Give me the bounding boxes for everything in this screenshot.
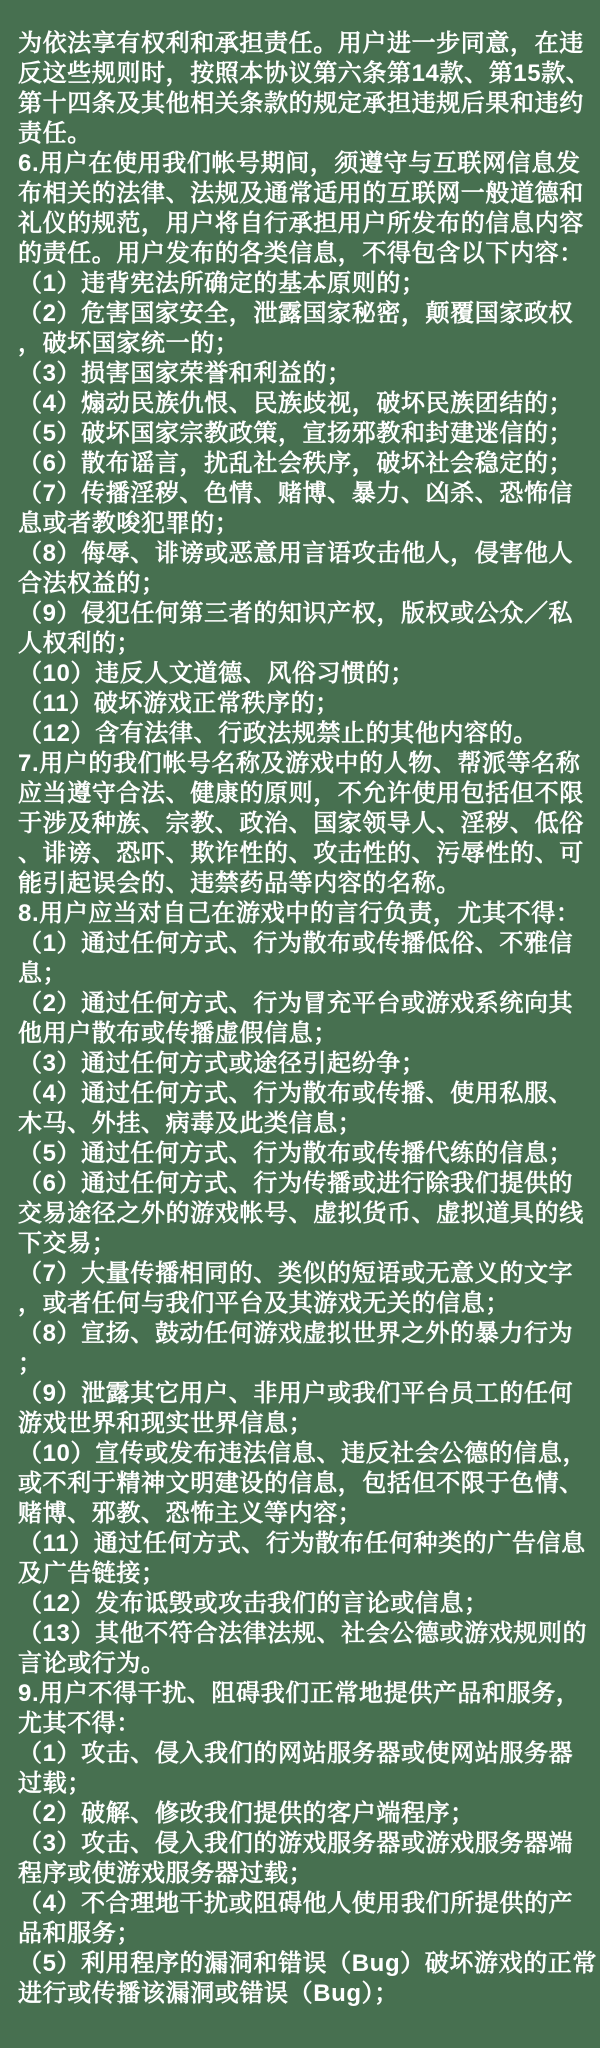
text-line: （10）宣传或发布违法信息、违反社会公德的信息， xyxy=(18,1440,588,1467)
text-line: 布相关的法律、法规及通常适用的互联网一般道德和 xyxy=(18,180,584,207)
text-line: （7）传播淫秽、色情、赌博、暴力、凶杀、恐怖信 xyxy=(18,480,574,507)
text-line: 赌博、邪教、恐怖主义等内容； xyxy=(18,1500,363,1527)
text-line: （9）泄露其它用户、非用户或我们平台员工的任何 xyxy=(18,1380,574,1407)
text-line: 品和服务； xyxy=(18,1920,141,1947)
text-line: 8.用户应当对自己在游戏中的言行负责，尤其不得： xyxy=(18,900,581,927)
text-line: （7）大量传播相同的、类似的短语或无意义的文字 xyxy=(18,1260,574,1287)
text-line: 能引起误会的、违禁药品等内容的名称。 xyxy=(18,870,461,897)
text-line: （11）破坏游戏正常秩序的； xyxy=(18,690,340,717)
text-line: 言论或行为。 xyxy=(18,1650,166,1677)
text-line: 息； xyxy=(18,960,68,987)
text-line: （3）通过任何方式或途径引起纷争； xyxy=(18,1050,426,1077)
text-line: ，或者任何与我们平台及其游戏无关的信息； xyxy=(18,1290,510,1317)
text-line: （6）通过任何方式、行为传播或进行除我们提供的 xyxy=(18,1170,574,1197)
text-line: 尤其不得： xyxy=(18,1710,141,1737)
text-line: 应当遵守合法、健康的原则，不允许使用包括但不限 xyxy=(18,780,584,807)
text-line: （4）不合理地干扰或阻碍他人使用我们所提供的产 xyxy=(18,1890,574,1917)
text-line: （12）含有法律、行政法规禁止的其他内容的。 xyxy=(18,720,538,747)
text-line: （8）侮辱、诽谤或恶意用言语攻击他人，侵害他人 xyxy=(18,540,574,567)
text-line: （4）煽动民族仇恨、民族歧视，破坏民族团结的； xyxy=(18,390,574,417)
text-line: 第十四条及其他相关条款的规定承担违规后果和违约 xyxy=(18,90,584,117)
text-line: （2）破解、修改我们提供的客户端程序； xyxy=(18,1800,475,1827)
text-line: （8）宣扬、鼓动任何游戏虚拟世界之外的暴力行为 xyxy=(18,1320,574,1347)
text-line: 程序或使游戏服务器过载； xyxy=(18,1860,314,1887)
text-line: （5）通过任何方式、行为散布或传播代练的信息； xyxy=(18,1140,574,1167)
text-line: （6）散布谣言，扰乱社会秩序，破坏社会稳定的； xyxy=(18,450,574,477)
text-line: （2）危害国家安全，泄露国家秘密，颠覆国家政权 xyxy=(18,300,574,327)
text-line: 反这些规则时，按照本协议第六条第14款、第15款、 xyxy=(18,60,591,87)
text-line: 合法权益的； xyxy=(18,570,166,597)
text-line: （2）通过任何方式、行为冒充平台或游戏系统向其 xyxy=(18,990,574,1017)
text-line: 他用户散布或传播虚假信息； xyxy=(18,1020,338,1047)
text-line: （4）通过任何方式、行为散布或传播、使用私服、 xyxy=(18,1080,574,1107)
text-line: 7.用户的我们帐号名称及游戏中的人物、帮派等名称 xyxy=(18,750,581,777)
text-line: 为依法享有权利和承担责任。用户进一步同意，在违 xyxy=(18,30,584,57)
text-line: （10）违反人文道德、风俗习惯的； xyxy=(18,660,415,687)
text-line: 过载； xyxy=(18,1770,92,1797)
text-line: 或不利于精神文明建设的信息，包括但不限于色情、 xyxy=(18,1470,584,1497)
text-line: 9.用户不得干扰、阻碍我们正常地提供产品和服务， xyxy=(18,1680,581,1707)
text-line: 交易途径之外的游戏帐号、虚拟货币、虚拟道具的线 xyxy=(18,1200,584,1227)
text-line: （12）发布诋毁或攻击我们的言论或信息； xyxy=(18,1590,489,1617)
text-line: （3）攻击、侵入我们的游戏服务器或游戏服务器端 xyxy=(18,1830,574,1857)
text-line: 下交易； xyxy=(18,1230,117,1257)
text-line: （1）攻击、侵入我们的网站服务器或使网站服务器 xyxy=(18,1740,574,1767)
text-line: （5）利用程序的漏洞和错误（Bug）破坏游戏的正常 xyxy=(18,1950,597,1977)
text-line: 木马、外挂、病毒及此类信息； xyxy=(18,1110,363,1137)
text-line: （3）损害国家荣誉和利益的； xyxy=(18,360,352,387)
text-line: 人权利的； xyxy=(18,630,141,657)
text-line: 的责任。用户发布的各类信息，不得包含以下内容： xyxy=(18,240,584,267)
text-line: 责任。 xyxy=(18,120,92,147)
text-line: （1）通过任何方式、行为散布或传播低俗、不雅信 xyxy=(18,930,574,957)
text-line: 6.用户在使用我们帐号期间，须遵守与互联网信息发 xyxy=(18,150,581,177)
terms-text xyxy=(18,29,597,2009)
text-line: （13）其他不符合法律法规、社会公德或游戏规则的 xyxy=(18,1620,588,1647)
text-line: 礼仪的规范，用户将自行承担用户所发布的信息内容 xyxy=(18,210,584,237)
text-line: （5）破坏国家宗教政策，宣扬邪教和封建迷信的； xyxy=(18,420,574,447)
text-line: （1）违背宪法所确定的基本原则的； xyxy=(18,270,426,297)
text-line: 于涉及种族、宗教、政治、国家领导人、淫秽、低俗 xyxy=(18,810,584,837)
text-line: 进行或传播该漏洞或错误（Bug）； xyxy=(18,1980,399,2007)
text-line: ； xyxy=(18,1350,43,1377)
text-line: （9）侵犯任何第三者的知识产权，版权或公众／私 xyxy=(18,600,574,627)
text-line: 息或者教唆犯罪的； xyxy=(18,510,240,537)
text-line: ，破坏国家统一的； xyxy=(18,330,240,357)
text-line: 、诽谤、恐吓、欺诈性的、攻击性的、污辱性的、可 xyxy=(18,840,584,867)
text-line: 游戏世界和现实世界信息； xyxy=(18,1410,314,1437)
text-line: 及广告链接； xyxy=(18,1560,166,1587)
text-line: （11）通过任何方式、行为散布任何种类的广告信息 xyxy=(18,1530,586,1557)
